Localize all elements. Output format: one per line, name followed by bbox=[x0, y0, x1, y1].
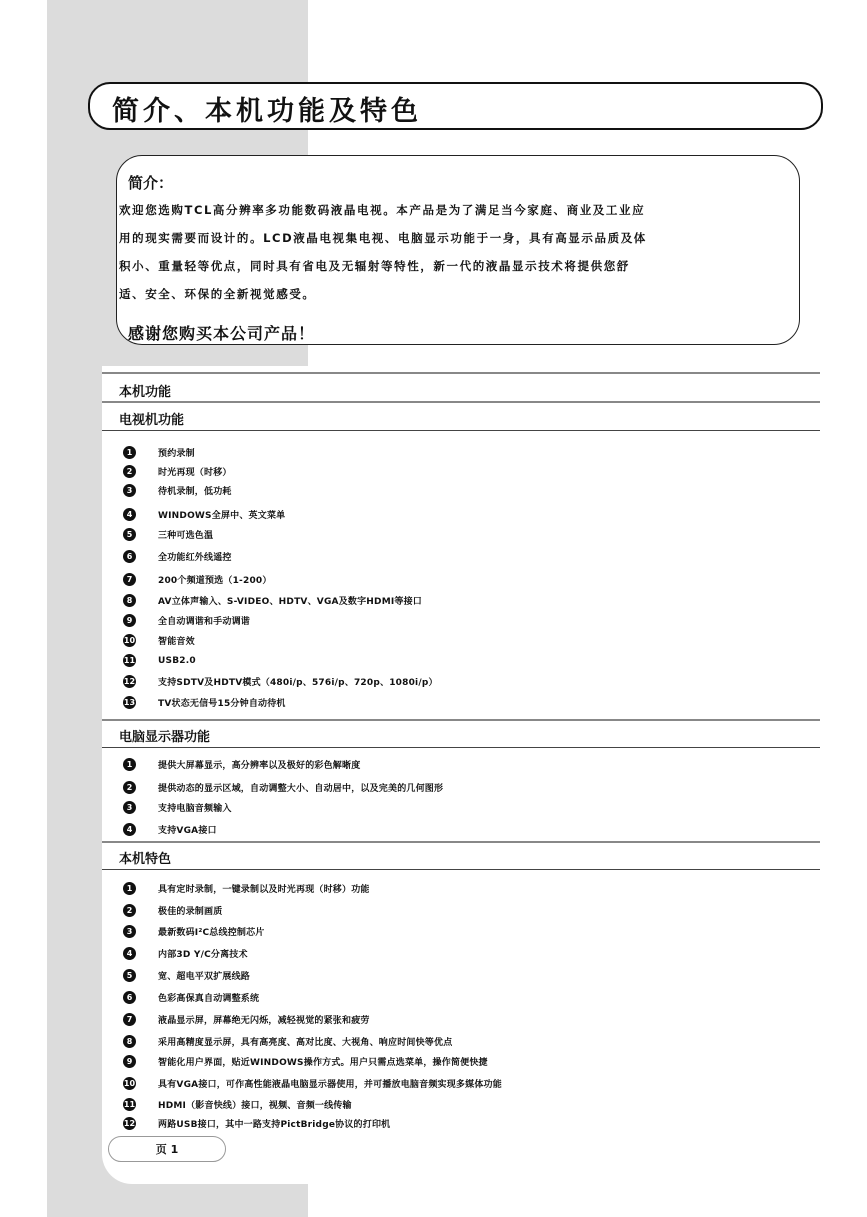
item-text: 三种可选色温 bbox=[158, 531, 214, 541]
item-text: 具有VGA接口，可作高性能液晶电脑显示器使用，并可播放电脑音频实现多媒体功能 bbox=[158, 1080, 502, 1090]
number-badge: 4 bbox=[123, 947, 136, 960]
item-text: 提供大屏幕显示，高分辨率以及极好的彩色解晰度 bbox=[158, 761, 361, 771]
item-text: 内部3D Y/C分离技术 bbox=[158, 950, 248, 960]
number-badge: 5 bbox=[123, 528, 136, 541]
item-text: TV状态无信号15分钟自动待机 bbox=[158, 699, 286, 709]
list-item bbox=[123, 947, 248, 960]
number-badge: 6 bbox=[123, 991, 136, 1004]
item-text: 宽、超电平双扩展线路 bbox=[158, 972, 251, 982]
number-badge: 8 bbox=[123, 1035, 136, 1048]
number-badge: 9 bbox=[123, 614, 136, 627]
list-item bbox=[123, 696, 286, 709]
divider bbox=[102, 372, 820, 374]
intro-box bbox=[116, 155, 800, 345]
list-item bbox=[123, 904, 222, 917]
item-text: 支持SDTV及HDTV模式（480i/p、576i/p、720p、1080i/p） bbox=[158, 678, 438, 688]
item-text: 色彩高保真自动调整系统 bbox=[158, 994, 260, 1004]
list-item bbox=[123, 594, 422, 607]
intro-heading: 简介： bbox=[128, 174, 174, 192]
number-badge: 3 bbox=[123, 801, 136, 814]
number-badge: 4 bbox=[123, 823, 136, 836]
list-item bbox=[123, 675, 438, 688]
list-item bbox=[123, 550, 232, 563]
list-item bbox=[123, 634, 195, 647]
number-badge: 10 bbox=[123, 1079, 136, 1088]
intro-line: 适、安全、环保的全新视觉感受。 bbox=[119, 287, 316, 301]
list-item bbox=[123, 801, 232, 814]
item-text: 200个频道预选（1-200） bbox=[158, 576, 272, 586]
item-text: HDMI（影音快线）接口，视频、音频一线传输 bbox=[158, 1101, 352, 1111]
divider bbox=[102, 719, 820, 721]
number-badge: 1 bbox=[123, 758, 136, 771]
number-badge: 11 bbox=[123, 1100, 136, 1109]
list-item bbox=[123, 1077, 502, 1090]
number-badge: 4 bbox=[123, 508, 136, 521]
list-item bbox=[123, 614, 250, 627]
item-text: 智能化用户界面，贴近WINDOWS操作方式。用户只需点选菜单，操作简便快捷 bbox=[158, 1058, 488, 1068]
list-item bbox=[123, 1098, 352, 1111]
divider bbox=[102, 869, 820, 870]
item-text: 待机录制，低功耗 bbox=[158, 487, 232, 497]
item-text: 采用高精度显示屏，具有高亮度、高对比度、大视角、响应时间快等优点 bbox=[158, 1038, 453, 1048]
list-item bbox=[123, 465, 232, 478]
list-item bbox=[123, 1035, 452, 1048]
divider bbox=[102, 747, 820, 748]
number-badge: 3 bbox=[123, 925, 136, 938]
list-item bbox=[123, 1117, 390, 1130]
intro-line: 积小、重量轻等优点，同时具有省电及无辐射等特性，新一代的液晶显示技术将提供您舒 bbox=[119, 259, 630, 273]
number-badge: 13 bbox=[123, 698, 136, 707]
list-item bbox=[123, 781, 443, 794]
list-item bbox=[123, 508, 285, 521]
list-item bbox=[123, 969, 250, 982]
item-text: 智能音效 bbox=[158, 637, 195, 647]
intro-line: 欢迎您选购TCL高分辨率多功能数码液晶电视。本产品是为了满足当今家庭、商业及工业应 bbox=[119, 203, 646, 217]
item-text: 具有定时录制，一键录制以及时光再现（时移）功能 bbox=[158, 885, 370, 895]
number-badge: 7 bbox=[123, 1013, 136, 1026]
list-item bbox=[123, 925, 265, 938]
divider bbox=[102, 841, 820, 843]
section-pc: 电脑显示器功能 bbox=[119, 730, 211, 745]
intro-line: 用的现实需要而设计的。LCD液晶电视集电视、电脑显示功能于一身，具有高显示品质及体 bbox=[119, 231, 647, 245]
list-item bbox=[123, 528, 213, 541]
list-item bbox=[123, 1013, 370, 1026]
item-text: 极佳的录制画质 bbox=[158, 907, 223, 917]
list-item bbox=[123, 654, 196, 667]
item-text: 液晶显示屏，屏幕绝无闪烁，减轻视觉的紧张和疲劳 bbox=[158, 1016, 370, 1026]
number-badge: 5 bbox=[123, 969, 136, 982]
divider bbox=[102, 430, 820, 431]
number-badge: 10 bbox=[123, 636, 136, 645]
number-badge: 6 bbox=[123, 550, 136, 563]
title-box bbox=[88, 82, 823, 130]
item-text: 预约录制 bbox=[158, 449, 195, 459]
item-text: 时光再现（时移） bbox=[158, 468, 232, 478]
number-badge: 1 bbox=[123, 446, 136, 459]
list-item bbox=[123, 823, 217, 836]
list-item bbox=[123, 1055, 488, 1068]
number-badge: 8 bbox=[123, 594, 136, 607]
number-badge: 12 bbox=[123, 677, 136, 686]
list-item bbox=[123, 446, 195, 459]
item-text: 全自动调谐和手动调谐 bbox=[158, 617, 251, 627]
number-badge: 2 bbox=[123, 781, 136, 794]
list-item bbox=[123, 758, 360, 771]
number-badge: 2 bbox=[123, 904, 136, 917]
list-item bbox=[123, 991, 259, 1004]
item-text: 最新数码I²C总线控制芯片 bbox=[158, 928, 265, 938]
number-badge: 11 bbox=[123, 656, 136, 665]
number-badge: 1 bbox=[123, 882, 136, 895]
divider bbox=[102, 401, 820, 403]
list-item bbox=[123, 573, 272, 586]
section-tv: 电视机功能 bbox=[119, 413, 185, 428]
page-title: 简介、本机功能及特色 bbox=[112, 96, 422, 127]
item-text: 支持电脑音频输入 bbox=[158, 804, 232, 814]
list-item bbox=[123, 484, 232, 497]
number-badge: 9 bbox=[123, 1055, 136, 1068]
number-badge: 12 bbox=[123, 1119, 136, 1128]
number-badge: 7 bbox=[123, 573, 136, 586]
item-text: 提供动态的显示区域，自动调整大小、自动居中，以及完美的几何图形 bbox=[158, 784, 444, 794]
item-text: USB2.0 bbox=[158, 655, 196, 666]
list-item bbox=[123, 882, 370, 895]
intro-thanks: 感谢您购买本公司产品！ bbox=[128, 324, 316, 343]
item-text: 支持VGA接口 bbox=[158, 826, 217, 836]
section-special: 本机特色 bbox=[119, 852, 172, 867]
section-features: 本机功能 bbox=[119, 385, 172, 400]
item-text: 全功能红外线遥控 bbox=[158, 553, 232, 563]
page-number: 页 1 bbox=[108, 1136, 226, 1162]
item-text: WINDOWS全屏中、英文菜单 bbox=[158, 511, 286, 521]
number-badge: 2 bbox=[123, 465, 136, 478]
number-badge: 3 bbox=[123, 484, 136, 497]
item-text: AV立体声输入、S-VIDEO、HDTV、VGA及数字HDMI等接口 bbox=[158, 597, 422, 607]
item-text: 两路USB接口，其中一路支持PictBridge协议的打印机 bbox=[158, 1120, 391, 1130]
